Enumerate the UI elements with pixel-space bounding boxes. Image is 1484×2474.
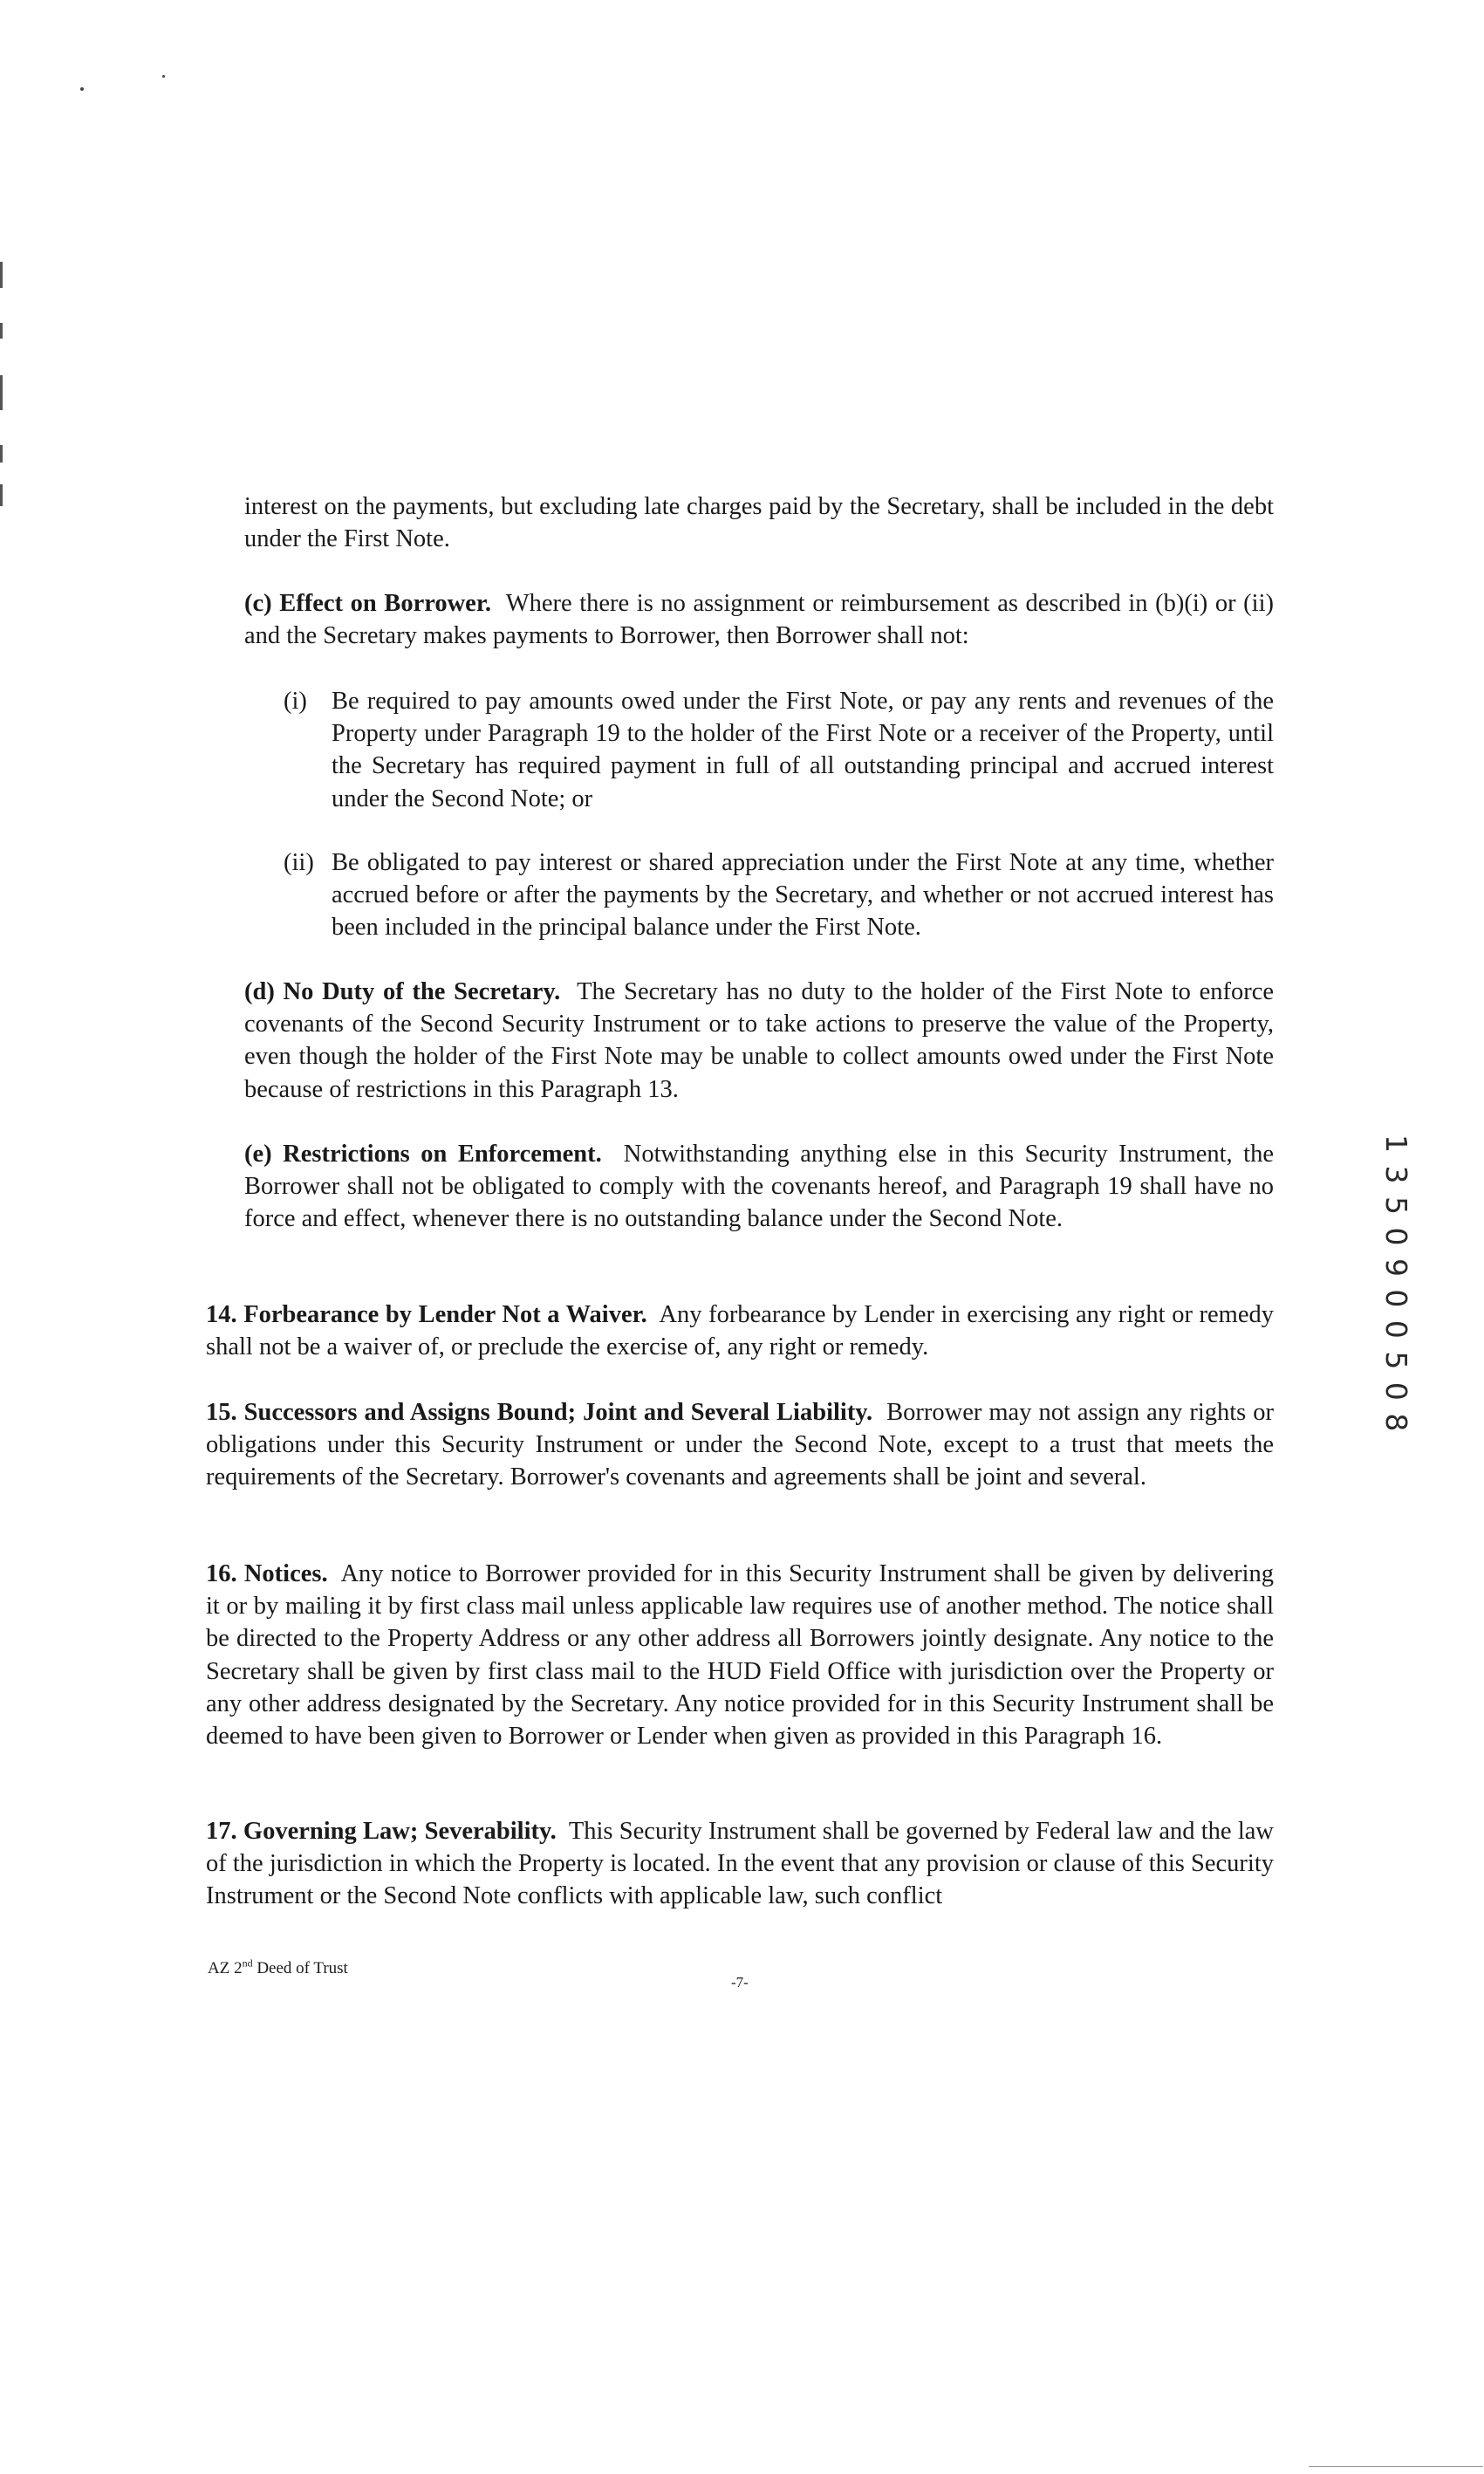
- continuation-text: interest on the payments, but excluding late charges paid by the Secretary, shall be included in the debt under the First Note.: [244, 493, 1274, 553]
- list-item-number: (i): [284, 688, 307, 715]
- scan-edge-marks: [0, 262, 3, 506]
- paragraph-13c: [244, 587, 1274, 652]
- paragraph-14: [206, 1299, 1274, 1363]
- page-number: -7-: [731, 1974, 749, 1991]
- paragraph-heading: (e) Restrictions on Enforcement.: [244, 1141, 602, 1168]
- paragraph-16: [206, 1558, 1274, 1752]
- paragraph-body: Any notice to Borrower provided for in this Security Instrument shall be given by delivering it or by mailing it by first class mail unless applicable law requires use of another method. The notice shall be directed to the Property Address or any other address all Borrowers jointly designate. Any notice to the Secretary shall be given by first class mail to the HUD Field Office with jurisdiction over the Property or any other address designated by the Secretary. Any notice provided for in this Security Instrument shall be deemed to have been given to Borrower or Lender when given as provided in this Paragraph 16.: [206, 1560, 1274, 1751]
- form-identifier: [208, 1959, 348, 1978]
- list-item-text: Be required to pay amounts owed under the First Note, or pay any rents and revenues of the Property under Paragraph 19 to the holder of the First Note or a receiver of the Property, until the Secretary has required payment in full of all outstanding principal and accrued interest under the Second Note; or: [332, 688, 1274, 812]
- paragraph-body: Notwithstanding anything else in this Security Instrument, the Borrower shall not be obligated to comply with the covenants hereof, and Paragraph 19 shall have no force and effect, whenever there is no outstanding balance under the Second Note.: [244, 1141, 1274, 1233]
- paragraph-body: Borrower may not assign any rights or obligations under this Security Instrument or under the Second Note, except to a trust that meets the requirements of the Secretary. Borrower's covenants and agreements shall be joint and several.: [206, 1399, 1274, 1491]
- paragraph-heading: (c) Effect on Borrower.: [244, 590, 491, 617]
- list-item: [284, 685, 1274, 815]
- scan-speck: [80, 87, 84, 91]
- paragraph-17: [206, 1815, 1274, 1913]
- form-superscript: nd: [242, 1957, 253, 1970]
- form-prefix: AZ 2: [208, 1959, 243, 1977]
- continuation-paragraph: [244, 490, 1274, 555]
- list-item-text: Be obligated to pay interest or shared appreciation under the First Note at any time, whether accrued before or after the payments by the Secretary, and whether or not accrued interest has been included in the principal balance under the First Note.: [332, 849, 1274, 942]
- paragraph-13d: [244, 976, 1274, 1106]
- paragraph-body: The Secretary has no duty to the holder of the First Note to enforce covenants of the Second Security Instrument or to take actions to preserve the value of the Property, even though the holder of the First Note may be unable to collect amounts owed under the First Note because of restrictions in this Paragraph 13.: [244, 978, 1274, 1103]
- paragraph-heading: 14. Forbearance by Lender Not a Waiver.: [206, 1301, 647, 1328]
- paragraph-heading: 17. Governing Law; Severability.: [206, 1818, 557, 1845]
- scan-edge-line: [1309, 2466, 1483, 2467]
- form-suffix: Deed of Trust: [252, 1959, 348, 1977]
- paragraph-13e: [244, 1138, 1274, 1236]
- paragraph-heading: 16. Notices.: [206, 1560, 328, 1587]
- list-item-number: (ii): [284, 849, 314, 876]
- list-item: [284, 846, 1274, 944]
- recording-number-stamp: 1 3 5 0 9 0 0 5 0 8: [1379, 1134, 1413, 1434]
- paragraph-body: Where there is no assignment or reimbursement as described in (b)(i) or (ii) and the Secretary makes payments to Borrower, then Borrower shall not:: [244, 590, 1274, 650]
- paragraph-heading: 15. Successors and Assigns Bound; Joint and Several Liability.: [206, 1399, 873, 1426]
- scan-speck: [162, 75, 165, 78]
- paragraph-heading: (d) No Duty of the Secretary.: [244, 978, 561, 1005]
- paragraph-body: Any forbearance by Lender in exercising any right or remedy shall not be a waiver of, or preclude the exercise of, any right or remedy.: [206, 1301, 1274, 1361]
- paragraph-body: This Security Instrument shall be governed by Federal law and the law of the jurisdiction in which the Property is located. In the event that any provision or clause of this Security Instrument or the Second Note conflicts with applicable law, such conflict: [206, 1818, 1274, 1910]
- paragraph-15: [206, 1396, 1274, 1494]
